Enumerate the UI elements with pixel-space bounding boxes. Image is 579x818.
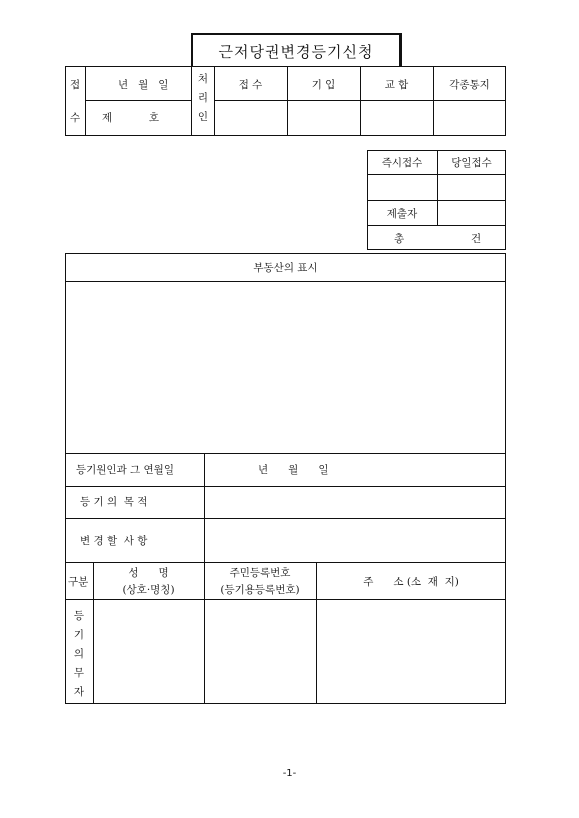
col-notices: 각종통지 — [449, 79, 490, 91]
page-number: -1- — [282, 768, 297, 779]
party-role-char-2: 기 — [73, 629, 85, 641]
property-heading: 부동산의 표시 — [253, 262, 318, 274]
change-field[interactable] — [205, 519, 505, 561]
name-label: 성 명 — [128, 567, 169, 579]
title-box — [191, 33, 402, 66]
processor-char-1: 처 — [197, 73, 209, 85]
change-label: 변 경 할 사 항 — [80, 535, 148, 547]
name-sub-label: (상호·명칭) — [122, 584, 175, 596]
col-entry: 기 입 — [311, 79, 336, 91]
submitter-label: 제출자 — [386, 208, 418, 220]
address-label: 주 소 (소 재 지) — [363, 576, 459, 588]
id-number-label: 주민등록번호 — [229, 567, 291, 579]
col-collation: 교 합 — [384, 79, 409, 91]
immediate-reception: 즉시접수 — [381, 157, 423, 169]
property-description-area[interactable] — [66, 282, 505, 452]
party-role-char-1: 등 — [73, 610, 85, 622]
purpose-label: 등 기 의 목 적 — [80, 496, 148, 508]
obligor-name-field[interactable] — [94, 600, 204, 703]
document-title: 근저당권변경등기신청 — [218, 43, 374, 61]
number-label: 제 호 — [102, 112, 160, 124]
same-day-reception: 당일접수 — [451, 157, 492, 169]
obligor-address-field[interactable] — [317, 600, 505, 703]
id-number-sub-label: (등기용등록번호) — [220, 584, 300, 596]
division-label: 구분 — [68, 576, 89, 588]
reception-label-bottom: 수 — [70, 112, 81, 124]
count-unit-label: 건 — [471, 233, 482, 245]
party-role-char-4: 무 — [73, 667, 85, 679]
processor-char-3: 인 — [197, 111, 209, 123]
party-role-char-3: 의 — [73, 648, 85, 660]
purpose-field[interactable] — [205, 487, 505, 517]
cause-date[interactable]: 년 월 일 — [258, 464, 329, 476]
party-role-char-5: 자 — [73, 686, 85, 698]
total-label: 총 — [394, 233, 405, 245]
date-label: 년 월 일 — [118, 79, 169, 91]
reception-label-top: 접 — [70, 79, 81, 91]
processor-char-2: 리 — [197, 92, 209, 104]
col-reception: 접 수 — [238, 79, 263, 91]
cause-label: 등기원인과 그 연월일 — [76, 464, 174, 476]
obligor-id-field[interactable] — [205, 600, 316, 703]
